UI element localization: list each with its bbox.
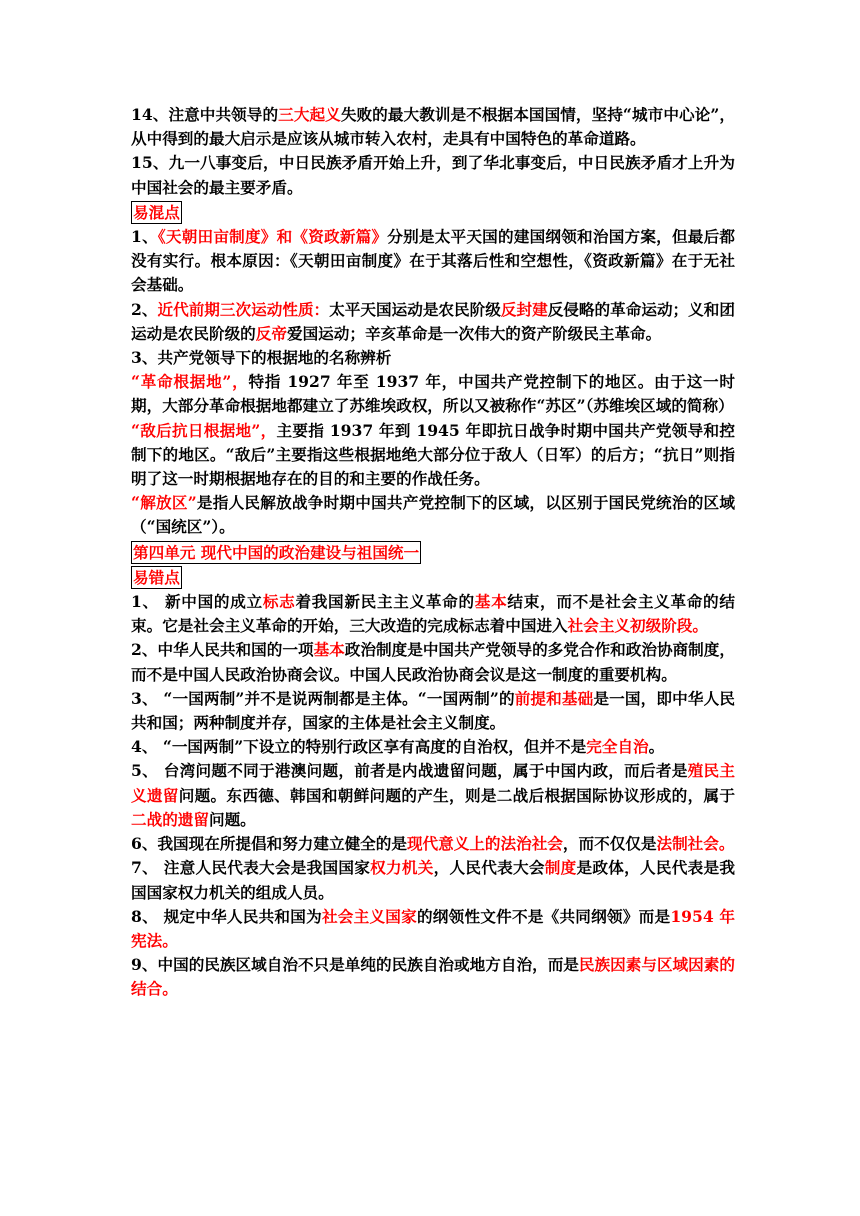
body-text: 15、九一八事变后，中日民族矛盾开始上升，到了华北事变后，中日民族矛盾才上升为中国社会的最主要矛盾。	[131, 153, 735, 197]
paragraph	[131, 491, 735, 539]
section-heading-text: 易混点	[133, 202, 180, 222]
paragraph	[131, 346, 735, 370]
paragraph	[131, 151, 735, 199]
highlight-text: 前提和基础	[514, 688, 594, 708]
section-heading	[131, 540, 735, 565]
body-text: 主要指 1937 年到 1945 年即抗日战争时期中国共产党领导和控制下的地区。“敌后”主要指这些根据地绝大部分位于敌人（日军）的后方；“抗日”则指明了这一时期根据地存在的目的和主要的作战任务。	[131, 420, 735, 489]
body-text: 5、 台湾问题不同于港澳问题，前者是内战遗留问题，属于中国内政，而后者是	[131, 761, 688, 781]
body-text: 8、 规定中华人民共和国为	[131, 906, 322, 926]
paragraph	[131, 832, 735, 856]
highlight-text: 1954 年宪法。	[131, 906, 735, 950]
paragraph	[131, 905, 735, 953]
section-heading-text: 易错点	[133, 567, 180, 587]
highlight-text: 三大起义	[278, 105, 341, 124]
body-text: 问题。东西德、韩国和朝鲜问题的产生，则是二战后根据国际协议形成的，属于	[178, 785, 735, 805]
paragraph	[131, 687, 735, 735]
body-text: 9、中国的民族区域自治不只是单纯的民族自治或地方自治，而是	[131, 955, 579, 975]
body-text: 2、中华人民共和国的一项	[131, 640, 314, 660]
highlight-text: “解放区”	[131, 493, 197, 513]
body-text: 14、注意中共领导的	[131, 105, 279, 124]
highlight-text: 标志	[262, 592, 296, 612]
body-text: 问题。	[208, 809, 256, 829]
paragraph	[131, 638, 735, 686]
highlight-text: 二战的遗留	[131, 809, 209, 829]
highlight-text: 反封建	[500, 299, 548, 319]
highlight-text: 民族因素与区域因素的结合。	[131, 955, 735, 999]
section-heading-text: 第四单元 现代中国的政治建设与祖国统一	[133, 542, 420, 562]
body-text: 失败的最大教训是不根据本国国情，坚持“城市中心论”，从中得到的最大启示是应该从城市转入农村，走具有中国特色的革命道路。	[131, 105, 735, 149]
paragraph	[131, 953, 735, 1001]
document-page	[131, 103, 735, 1002]
body-text: 7、 注意人民代表大会是我国国家	[131, 858, 371, 878]
highlight-text: “敌后抗日根据地”，	[131, 420, 277, 440]
paragraph	[131, 759, 735, 832]
body-text: 爱国运动；辛亥革命是一次伟大的资产阶级民主革命。	[286, 323, 662, 343]
body-text: 结束，而不是社会主义革命的结束。它是社会主义革命的开始，三大改造的完成标志着中国进入	[131, 592, 735, 636]
body-text: 分别是太平天国的建国纲领和治国方案，但最后都没有实行。根本原因：《天朝田亩制度》在于其落后性和空想性，《资政新篇》在于无社会基础。	[131, 227, 735, 295]
body-text: 是一国，即中华人民共和国；两种制度并存，国家的主体是社会主义制度。	[131, 688, 735, 733]
highlight-text: 权力机关	[370, 858, 434, 878]
body-text: 特指 1927 年至 1937 年，中国共产党控制下的地区。由于这一时期，大部分革命根据地都建立了苏维埃政权，所以又被称作“苏区”（苏维埃区域的简称）	[131, 372, 735, 416]
body-text: ，而不仅仅是	[562, 834, 657, 854]
highlight-text: 完全自治	[586, 737, 649, 757]
paragraph	[131, 856, 735, 904]
section-heading	[131, 565, 735, 590]
body-text: 太平天国运动是农民阶级	[329, 299, 501, 319]
body-text: 着我国新民主主义革命的	[295, 592, 475, 612]
body-text: 是政体，人民代表是我国国家权力机关的组成人员。	[131, 858, 735, 902]
body-text: 1、	[131, 227, 158, 247]
highlight-text: 基本	[474, 592, 508, 612]
body-text: 政治制度是中国共产党领导的多党合作和政治协商制度，而不是中国人民政治协商会议。中国人民政治协商会议是这一制度的重要机构。	[131, 640, 735, 684]
paragraph	[131, 298, 735, 346]
body-text: 反侵略的革命运动；义和团运动是农民阶级的	[131, 299, 735, 343]
highlight-text: “革命根据地”，	[131, 372, 249, 392]
body-text: 2、	[131, 299, 158, 319]
paragraph	[131, 103, 735, 151]
highlight-text: 现代意义上的法治社会	[406, 834, 563, 854]
highlight-text: 殖民主义遗留	[131, 761, 735, 805]
highlight-text: 社会主义初级阶段。	[567, 616, 708, 636]
highlight-text: 基本	[313, 640, 345, 660]
highlight-text: 近代前期三次运动性质：	[157, 299, 330, 319]
body-text: 4、 “一国两制”下设立的特别行政区享有高度的自治权，但并不是	[131, 737, 587, 757]
paragraph	[131, 735, 735, 759]
highlight-text: 制度	[544, 858, 577, 878]
body-text: 3、共产党领导下的根据地的名称辨析	[131, 348, 392, 368]
body-text: 1、 新中国的成立	[131, 592, 263, 612]
highlight-text: 《天朝田亩制度》和《资政新篇》	[157, 227, 388, 247]
body-text: 。	[648, 737, 665, 757]
highlight-text: 社会主义国家	[321, 906, 417, 926]
paragraph	[131, 419, 735, 492]
paragraph	[131, 590, 735, 638]
highlight-text: 法制社会。	[656, 834, 735, 854]
section-heading	[131, 200, 735, 225]
body-text: ，人民代表大会	[433, 858, 545, 878]
body-text: 是指人民解放战争时期中国共产党控制下的区域，以区别于国民党统治的区域（“国统区”）。	[131, 493, 735, 537]
body-text: 3、 “一国两制”并不是说两制都是主体。“一国两制”的	[131, 688, 515, 708]
paragraph	[131, 225, 735, 298]
body-text: 6、我国现在所提倡和努力建立健全的是	[131, 834, 407, 854]
paragraph	[131, 370, 735, 418]
body-text: 的纲领性文件不是《共同纲领》而是	[416, 906, 671, 926]
highlight-text: 反帝	[255, 323, 287, 343]
